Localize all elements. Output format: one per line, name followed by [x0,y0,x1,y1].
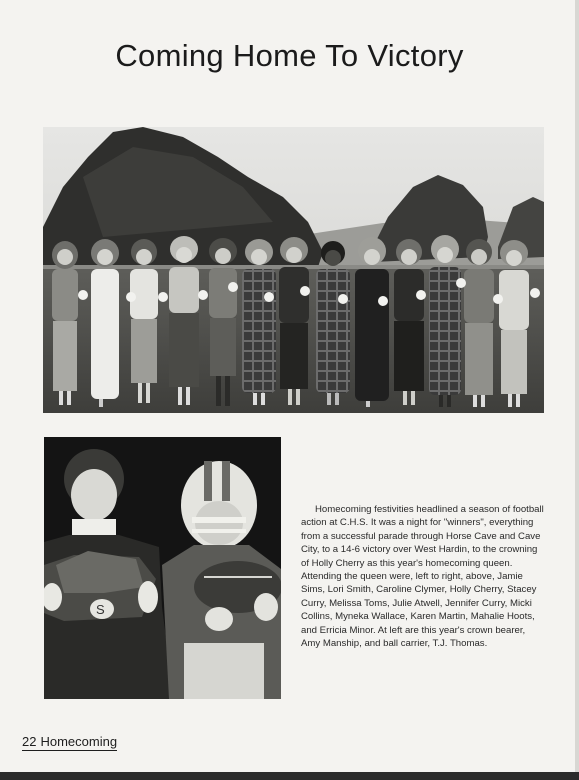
svg-text:S: S [96,602,105,617]
page-edge-bottom [0,772,579,780]
page-footer [22,734,117,751]
page-title: Coming Home To Victory [115,38,464,73]
page-number: 22 [22,734,37,749]
crown-bearer-photo [44,437,281,699]
photo-caption: Homecoming festivities headlined a season of football action at C.H.S. It was a night for "winners", everything from a successful parade through Horse Cave and Cave City, to a 14-6 victory over West Hardin, to the crowning of Holly Cherry as this year's homecoming queen. Attending the queen were, left to right, above, Jamie Sims, Lori Smith, Caroline Clymer, Holly Cherry, Stacey Curry, Melissa Toms, Julie Atwell, Jennifer Curry, Micki Collins, Myneka Wallace, Karen Martin, Mahalie Hoots, and Erricia Minor. At left are this year's crown bearer, Amy Manship, and ball carrier, T.J. Thomas. [301,504,544,650]
court-photo-image [43,127,544,413]
page-edge-right [575,0,579,780]
section-name: Homecoming [40,734,118,749]
crown-bearer-photo-image [44,437,281,699]
homecoming-court-photo [43,127,544,413]
